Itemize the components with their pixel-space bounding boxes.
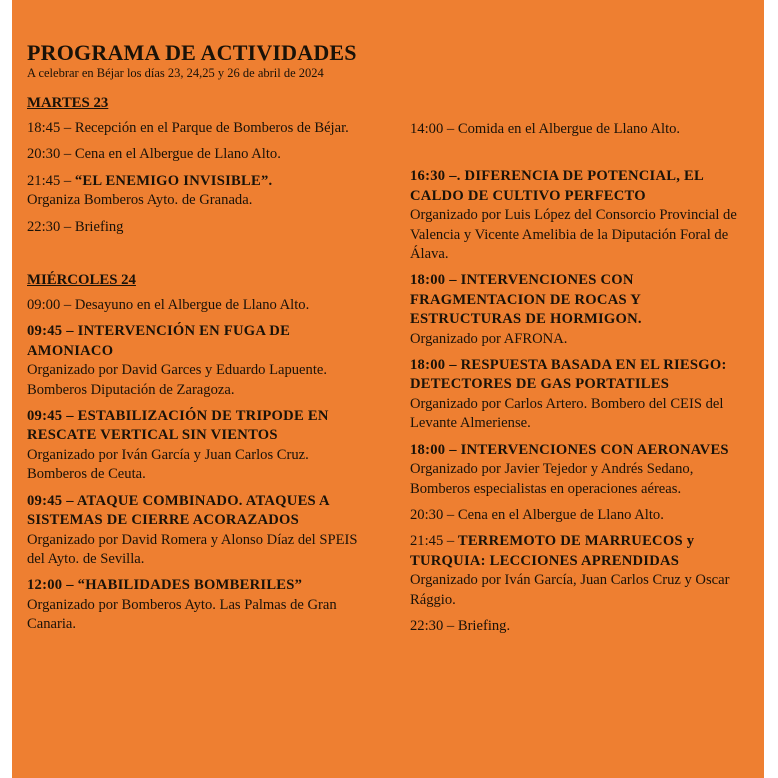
schedule-item: [27, 119, 362, 138]
item-detail: Organiza Bomberos Ayto. de Granada.: [27, 192, 253, 209]
item-text: 22:30 – Briefing.: [410, 617, 511, 634]
item-text: 09:00 – Desayuno en el Albergue de Llano Alto.: [27, 297, 310, 314]
schedule-item: [27, 576, 362, 634]
item-detail: Organizado por David Romera y Alonso Díaz del SPEIS del Ayto. de Sevilla.: [27, 531, 358, 567]
item-detail: Organizado por David Garces y Eduardo Lapuente. Bomberos Diputación de Zaragoza.: [27, 362, 328, 398]
item-detail: Organizado por Luis López del Consorcio Provincial de Valencia y Vicente Amelibia de la Diputación Foral de Álava.: [410, 207, 737, 263]
item-detail: Organizado por AFRONA.: [410, 330, 568, 347]
program-page: [12, 0, 764, 778]
schedule-item: [27, 145, 362, 164]
spacer: [27, 244, 362, 270]
schedule-item: [27, 492, 362, 570]
item-time: 21:45 –: [410, 533, 458, 550]
right-column: [410, 120, 745, 643]
schedule-item: [27, 218, 362, 237]
schedule-item: [410, 506, 745, 525]
page-subtitle: A celebrar en Béjar los días 23, 24,25 y 26 de abril de 2024: [27, 66, 324, 80]
item-title: 09:45 – ATAQUE COMBINADO. ATAQUES A SISTEMAS DE CIERRE ACORAZADOS: [27, 492, 330, 529]
item-detail: Organizado por Iván García, Juan Carlos Cruz y Oscar Rággio.: [410, 572, 730, 608]
schedule-item: [410, 617, 745, 636]
item-title: 16:30 –. DIFERENCIA DE POTENCIAL, EL CALDO DE CULTIVO PERFECTO: [410, 168, 704, 204]
spacer: [410, 146, 745, 167]
item-title: 18:00 – RESPUESTA BASADA EN EL RIESGO: DETECTORES DE GAS PORTATILES: [410, 357, 727, 393]
schedule-item: [410, 532, 745, 610]
day-heading-miercoles: MIÉRCOLES 24: [27, 272, 136, 289]
page-title: PROGRAMA DE ACTIVIDADES: [27, 40, 357, 65]
schedule-item: [410, 441, 745, 499]
schedule-item: [410, 356, 745, 434]
item-time: 21:45 –: [27, 172, 75, 189]
schedule-item: [410, 271, 745, 349]
schedule-item: [27, 296, 362, 315]
item-title: 18:00 – INTERVENCIONES CON FRAGMENTACION DE ROCAS Y ESTRUCTURAS DE HORMIGON.: [410, 272, 642, 328]
item-text: 20:30 – Cena en el Albergue de Llano Alto.: [27, 146, 281, 163]
item-title: TERREMOTO DE MARRUECOS y TURQUIA: LECCIONES APRENDIDAS: [410, 533, 695, 569]
item-title: “EL ENEMIGO INVISIBLE”.: [74, 172, 273, 189]
item-text: 18:45 – Recepción en el Parque de Bomberos de Béjar.: [27, 120, 349, 136]
schedule-item: [27, 172, 362, 211]
schedule-item: [27, 407, 362, 485]
schedule-item: [410, 120, 745, 139]
item-detail: Organizado por Bomberos Ayto. Las Palmas de Gran Canaria.: [27, 596, 337, 633]
item-title: 12:00 – “HABILIDADES BOMBERILES”: [27, 577, 303, 594]
item-title: 18:00 – INTERVENCIONES CON AERONAVES: [410, 441, 729, 458]
item-text: 22:30 – Briefing: [27, 218, 124, 235]
item-title: 09:45 – INTERVENCIÓN EN FUGA DE AMONIACO: [27, 323, 291, 359]
item-detail: Organizado por Javier Tejedor y Andrés Sedano, Bomberos especialistas en operaciones aéreas.: [410, 461, 694, 497]
item-detail: Organizado por Carlos Artero. Bombero del CEIS del Levante Almeriense.: [410, 395, 724, 432]
day-heading-martes: MARTES 23: [27, 95, 109, 111]
item-text: 20:30 – Cena en el Albergue de Llano Alto.: [410, 506, 664, 523]
left-column: [27, 93, 362, 642]
item-text: 14:00 – Comida en el Albergue de Llano Alto.: [410, 121, 681, 137]
item-title: 09:45 – ESTABILIZACIÓN DE TRIPODE EN RESCATE VERTICAL SIN VIENTOS: [27, 408, 329, 444]
item-detail: Organizado por Iván García y Juan Carlos Cruz. Bomberos de Ceuta.: [27, 446, 309, 483]
schedule-item: [410, 167, 745, 264]
schedule-item: [27, 322, 362, 400]
